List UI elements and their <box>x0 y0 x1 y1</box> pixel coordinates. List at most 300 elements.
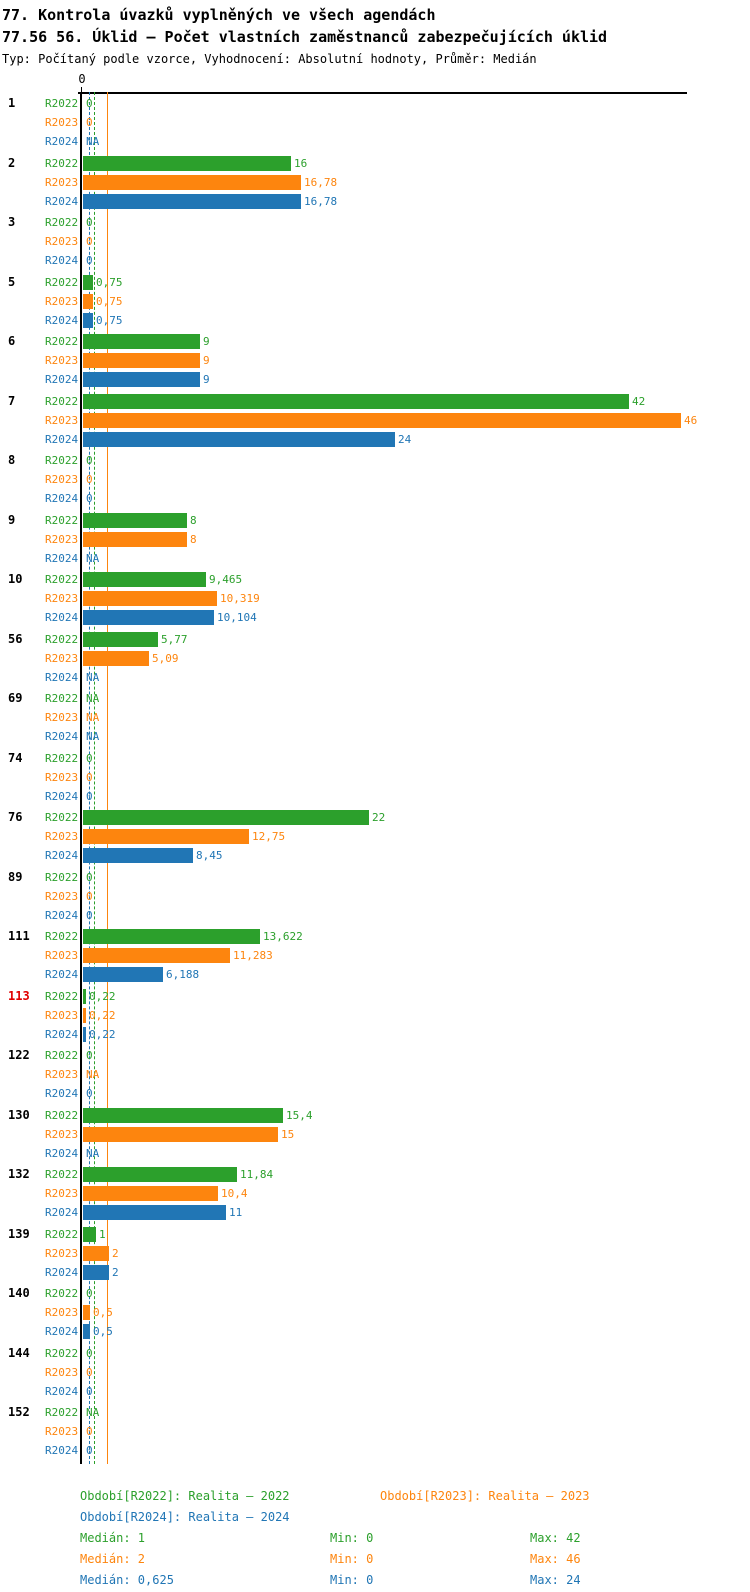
bar-row <box>45 787 750 806</box>
bar-row <box>45 132 750 151</box>
bar-row <box>45 608 750 627</box>
bar <box>83 967 163 982</box>
row-group-111 <box>0 927 750 984</box>
bar-row <box>45 311 750 330</box>
bar <box>83 1167 237 1182</box>
bar <box>83 989 86 1004</box>
series-label: R2024 <box>45 194 79 208</box>
bar-row <box>45 94 750 113</box>
bar <box>83 948 230 963</box>
bar-value: NA <box>86 1406 100 1419</box>
bar-value: 0 <box>86 908 93 922</box>
series-label: R2023 <box>45 711 79 724</box>
bar-value: NA <box>86 1146 100 1160</box>
bar-row <box>45 589 750 608</box>
bar <box>83 413 681 428</box>
bar-value: 0 <box>86 492 93 505</box>
bar <box>83 294 93 309</box>
series-label: R2022 <box>45 275 79 289</box>
bar-value: 0 <box>86 1287 93 1300</box>
series-label: R2022 <box>45 870 79 884</box>
series-label: R2024 <box>45 968 79 981</box>
bar-value: 0 <box>86 751 93 765</box>
bar-value: 0,75 <box>96 275 123 289</box>
x-axis-zero-label: 0 <box>78 72 86 86</box>
series-label: R2024 <box>45 373 79 386</box>
bar-row <box>45 727 750 746</box>
bar-row <box>45 1025 750 1044</box>
bar-row <box>45 1225 750 1244</box>
stat-median-r2024: Medián: 0,625 <box>80 1573 174 1587</box>
bar-value: 0 <box>86 1425 93 1438</box>
bar-value: 0 <box>86 235 93 248</box>
row-group-113 <box>0 987 750 1044</box>
bar-value: 5,09 <box>152 651 179 665</box>
row-group-1 <box>0 94 750 151</box>
series-label: R2024 <box>45 908 79 922</box>
series-label: R2022 <box>45 97 79 110</box>
group-label-5: 5 <box>8 274 16 289</box>
series-label: R2023 <box>45 949 79 962</box>
bar <box>83 651 149 666</box>
bar-row <box>45 154 750 173</box>
report-header <box>2 4 607 68</box>
bar <box>83 1324 90 1339</box>
series-label: R2023 <box>45 116 79 129</box>
bar-chart-plot <box>0 72 750 1464</box>
bar-value: 0 <box>86 116 93 129</box>
row-group-9 <box>0 511 750 568</box>
bar-value: 8,45 <box>196 849 223 862</box>
series-label: R2024 <box>45 1146 79 1160</box>
bar-row <box>45 827 750 846</box>
bar <box>83 334 200 349</box>
bar-value: 0 <box>86 97 93 110</box>
bar-row <box>45 1403 750 1422</box>
bar-row <box>45 1422 750 1441</box>
group-label-89: 89 <box>8 869 23 884</box>
bar-row <box>45 192 750 211</box>
bar-row <box>45 1065 750 1084</box>
row-group-144 <box>0 1344 750 1401</box>
bar-row <box>45 1165 750 1184</box>
series-label: R2023 <box>45 294 79 308</box>
bar-value: 46 <box>684 413 698 427</box>
bar-value: 16,78 <box>304 175 338 189</box>
bar <box>83 1205 226 1220</box>
legend-item-r2024: Období[R2024]: Realita – 2024 <box>80 1510 290 1524</box>
bar-value: 0,75 <box>96 313 123 327</box>
bar <box>83 1027 86 1042</box>
bar-value: 10,104 <box>217 611 257 624</box>
bar-value: NA <box>86 135 100 148</box>
bar-row <box>45 946 750 965</box>
bar-row <box>45 689 750 708</box>
bar-row <box>45 1184 750 1203</box>
series-label: R2024 <box>45 1206 79 1219</box>
row-group-3 <box>0 213 750 270</box>
bar-value: 0 <box>86 1087 93 1100</box>
bar-value: 0 <box>86 254 93 267</box>
stat-max-r2023: Max: 46 <box>530 1552 581 1566</box>
row-group-10 <box>0 570 750 627</box>
bar <box>83 175 301 190</box>
group-label-6: 6 <box>8 334 16 348</box>
series-label: R2024 <box>45 1325 79 1338</box>
bar-value: 9 <box>203 373 210 386</box>
bar-value: NA <box>86 1068 100 1081</box>
bar-row <box>45 1382 750 1401</box>
bar <box>83 848 193 863</box>
bar-row <box>45 1006 750 1025</box>
stat-min-r2022: Min: 0 <box>330 1531 374 1545</box>
row-group-6 <box>0 332 750 389</box>
bar <box>83 1008 86 1023</box>
bar-row <box>45 549 750 568</box>
stat-max-r2024: Max: 24 <box>530 1573 581 1587</box>
bar-row <box>45 868 750 887</box>
series-label: R2022 <box>45 930 79 943</box>
row-group-139 <box>0 1225 750 1282</box>
bar <box>83 353 200 368</box>
series-label: R2024 <box>45 849 79 862</box>
group-label-56: 56 <box>8 631 23 646</box>
series-label: R2023 <box>45 1008 79 1022</box>
bar-row <box>45 1144 750 1163</box>
bar-value: 0 <box>86 1384 93 1398</box>
series-label: R2022 <box>45 1227 79 1241</box>
series-label: R2022 <box>45 1108 79 1122</box>
series-label: R2022 <box>45 1168 79 1181</box>
stat-min-r2023: Min: 0 <box>330 1552 374 1566</box>
group-label-111: 111 <box>8 929 30 943</box>
series-label: R2022 <box>45 573 79 586</box>
stat-median-r2023: Medián: 2 <box>80 1552 146 1566</box>
bar <box>83 313 93 328</box>
bar-value: 0 <box>86 473 93 486</box>
group-label-2: 2 <box>8 155 16 170</box>
series-label: R2024 <box>45 313 79 327</box>
series-label: R2024 <box>45 432 79 446</box>
series-label: R2024 <box>45 1087 79 1100</box>
bar-value: NA <box>86 670 100 684</box>
row-group-132 <box>0 1165 750 1222</box>
bar-row <box>45 630 750 649</box>
series-label: R2023 <box>45 175 79 189</box>
bar-row <box>45 987 750 1006</box>
bar <box>83 432 395 447</box>
row-group-152 <box>0 1403 750 1460</box>
series-label: R2024 <box>45 1265 79 1279</box>
stat-max-r2022: Max: 42 <box>530 1531 581 1545</box>
bar-row <box>45 1303 750 1322</box>
bar-row <box>45 708 750 727</box>
series-label: R2023 <box>45 889 79 903</box>
group-label-3: 3 <box>8 215 16 229</box>
stat-median-r2022: Medián: 1 <box>80 1531 146 1545</box>
bar-row <box>45 470 750 489</box>
bar-row <box>45 251 750 270</box>
series-label: R2022 <box>45 989 79 1003</box>
bar-row <box>45 570 750 589</box>
series-label: R2023 <box>45 770 79 784</box>
row-group-69 <box>0 689 750 746</box>
stat-min-r2024: Min: 0 <box>330 1573 374 1587</box>
series-label: R2024 <box>45 1444 79 1457</box>
bar-row <box>45 451 750 470</box>
group-label-132: 132 <box>8 1167 30 1181</box>
bar <box>83 1186 218 1201</box>
series-label: R2022 <box>45 1406 79 1419</box>
chart-groups <box>0 94 750 1463</box>
bar-value: 24 <box>398 432 412 446</box>
bar <box>83 829 249 844</box>
bar-value: 0,22 <box>89 989 116 1003</box>
bar-row <box>45 1106 750 1125</box>
bar <box>83 372 200 387</box>
group-label-10: 10 <box>8 572 23 586</box>
bar-row <box>45 232 750 251</box>
group-label-8: 8 <box>8 453 16 467</box>
bar-row <box>45 887 750 906</box>
series-label: R2023 <box>45 1127 79 1141</box>
bar-row <box>45 489 750 508</box>
bar-value: 0 <box>86 1444 93 1457</box>
group-label-122: 122 <box>8 1048 30 1062</box>
bar-value: 2 <box>112 1246 119 1260</box>
group-label-9: 9 <box>8 512 16 527</box>
series-label: R2023 <box>45 1068 79 1081</box>
bar-row <box>45 649 750 668</box>
bar <box>83 572 206 587</box>
series-label: R2024 <box>45 670 79 684</box>
series-label: R2022 <box>45 216 79 229</box>
series-label: R2023 <box>45 532 79 546</box>
bar-row <box>45 292 750 311</box>
bar-value: 0 <box>86 870 93 884</box>
bar-value: 0,22 <box>89 1027 116 1041</box>
series-label: R2024 <box>45 730 79 743</box>
series-label: R2024 <box>45 551 79 565</box>
bar-row <box>45 749 750 768</box>
bar-row <box>45 1284 750 1303</box>
bar-row <box>45 1344 750 1363</box>
series-label: R2022 <box>45 394 79 408</box>
row-group-8 <box>0 451 750 508</box>
series-label: R2024 <box>45 789 79 803</box>
bar-value: 13,622 <box>263 930 303 943</box>
bar-value: 11 <box>229 1206 243 1219</box>
bar-value: 12,75 <box>252 830 286 843</box>
bar-row <box>45 1363 750 1382</box>
bar <box>83 532 187 547</box>
group-label-152: 152 <box>8 1405 30 1419</box>
series-label: R2024 <box>45 611 79 624</box>
bar-value: 10,319 <box>220 592 260 605</box>
bar-value: 0 <box>86 1049 93 1062</box>
bar-row <box>45 113 750 132</box>
bar-row <box>45 1263 750 1282</box>
bar-row <box>45 173 750 192</box>
bar-value: 0,5 <box>93 1306 113 1319</box>
bar-value: NA <box>86 711 100 724</box>
bar-value: 9,465 <box>209 573 243 586</box>
series-label: R2023 <box>45 413 79 427</box>
series-label: R2023 <box>45 354 79 367</box>
bar <box>83 1305 90 1320</box>
series-label: R2023 <box>45 1187 79 1200</box>
bar <box>83 810 369 825</box>
bar-value: NA <box>86 551 100 565</box>
bar-value: 2 <box>112 1265 119 1279</box>
bar-row <box>45 530 750 549</box>
bar-value: 0 <box>86 216 93 229</box>
bar-row <box>45 392 750 411</box>
bar <box>83 632 158 647</box>
group-label-113: 113 <box>8 988 30 1003</box>
bar <box>83 610 214 625</box>
bar-value: 0 <box>86 1346 93 1360</box>
row-group-130 <box>0 1106 750 1163</box>
legend-item-r2023: Období[R2023]: Realita – 2023 <box>380 1489 590 1503</box>
bar <box>83 591 217 606</box>
series-label: R2024 <box>45 254 79 267</box>
bar <box>83 194 301 209</box>
bar-row <box>45 1441 750 1460</box>
series-label: R2023 <box>45 235 79 248</box>
series-label: R2023 <box>45 592 79 605</box>
bar-value: 9 <box>203 335 210 348</box>
bar-value: 0,75 <box>96 294 123 308</box>
group-label-76: 76 <box>8 810 23 824</box>
bar-row <box>45 1322 750 1341</box>
bar-value: 16,78 <box>304 194 338 208</box>
bar-row <box>45 846 750 865</box>
bar-value: 0 <box>86 454 93 467</box>
bar-value: 10,4 <box>221 1187 248 1200</box>
bar-value: 15 <box>281 1127 295 1141</box>
series-label: R2023 <box>45 651 79 665</box>
bar-value: NA <box>86 730 100 743</box>
chart-legend <box>0 1487 750 1587</box>
bar-row <box>45 213 750 232</box>
bar-value: 0 <box>86 770 93 784</box>
bar-row <box>45 332 750 351</box>
group-label-1: 1 <box>8 96 16 110</box>
bar-value: 0,22 <box>89 1008 116 1022</box>
bar-value: NA <box>86 692 100 705</box>
bar <box>83 1246 109 1261</box>
series-label: R2022 <box>45 513 79 527</box>
series-label: R2022 <box>45 811 79 824</box>
page-title: 77. Kontrola úvazků vyplněných ve všech agendách <box>2 6 436 24</box>
group-label-144: 144 <box>8 1345 30 1360</box>
bar-value: 0 <box>86 889 93 903</box>
bar-row <box>45 1244 750 1263</box>
series-label: R2022 <box>45 1287 79 1300</box>
bar-value: 11,84 <box>240 1168 274 1181</box>
row-group-7 <box>0 392 750 449</box>
bar <box>83 156 291 171</box>
bar-row <box>45 906 750 925</box>
bar-row <box>45 273 750 292</box>
series-label: R2023 <box>45 830 79 843</box>
bar-row <box>45 965 750 984</box>
bar-value: 1 <box>99 1227 106 1241</box>
bar-value: 22 <box>372 811 386 824</box>
chart-meta-info: Typ: Počítaný podle vzorce, Vyhodnocení: Absolutní hodnoty, Průměr: Medián <box>2 52 537 66</box>
bar-row <box>45 1125 750 1144</box>
series-label: R2022 <box>45 454 79 467</box>
group-label-139: 139 <box>8 1226 30 1241</box>
bar <box>83 1108 283 1123</box>
group-label-74: 74 <box>8 750 23 765</box>
row-group-74 <box>0 749 750 806</box>
series-label: R2023 <box>45 1365 79 1379</box>
bar <box>83 1127 278 1142</box>
series-label: R2023 <box>45 1246 79 1260</box>
bar-row <box>45 1084 750 1103</box>
series-label: R2022 <box>45 751 79 765</box>
series-label: R2022 <box>45 156 79 170</box>
bar-row <box>45 370 750 389</box>
bar-row <box>45 927 750 946</box>
bar <box>83 513 187 528</box>
row-group-2 <box>0 154 750 211</box>
series-label: R2024 <box>45 1027 79 1041</box>
bar-value: 0,5 <box>93 1325 113 1338</box>
bar-value: 11,283 <box>233 949 273 962</box>
bar-value: 6,188 <box>166 968 200 981</box>
bar <box>83 929 260 944</box>
series-label: R2022 <box>45 1049 79 1062</box>
group-label-130: 130 <box>8 1107 30 1122</box>
row-group-76 <box>0 808 750 865</box>
series-label: R2023 <box>45 1425 79 1438</box>
bar-value: 0 <box>86 1365 93 1379</box>
bar <box>83 275 93 290</box>
row-group-89 <box>0 868 750 925</box>
series-label: R2023 <box>45 1306 79 1319</box>
series-label: R2022 <box>45 1346 79 1360</box>
bar <box>83 1265 109 1280</box>
bar <box>83 1227 96 1242</box>
series-label: R2023 <box>45 473 79 486</box>
series-label: R2022 <box>45 335 79 348</box>
bar-row <box>45 768 750 787</box>
series-label: R2022 <box>45 692 79 705</box>
bar <box>83 394 629 409</box>
bar-value: 16 <box>294 156 308 170</box>
bar-value: 15,4 <box>286 1108 313 1122</box>
series-label: R2024 <box>45 1384 79 1398</box>
bar-value: 5,77 <box>161 632 188 646</box>
group-label-140: 140 <box>8 1286 30 1300</box>
bar-value: 42 <box>632 394 646 408</box>
bar-row <box>45 351 750 370</box>
series-label: R2022 <box>45 632 79 646</box>
legend-item-r2022: Období[R2022]: Realita – 2022 <box>80 1489 290 1503</box>
row-group-56 <box>0 630 750 687</box>
row-group-5 <box>0 273 750 330</box>
bar-row <box>45 430 750 449</box>
group-label-7: 7 <box>8 393 16 408</box>
bar-row <box>45 411 750 430</box>
page-subtitle: 77.56 56. Úklid – Počet vlastních zaměstnanců zabezpečujících úklid <box>2 28 608 46</box>
bar-row <box>45 668 750 687</box>
series-label: R2024 <box>45 135 79 148</box>
group-label-69: 69 <box>8 691 23 705</box>
